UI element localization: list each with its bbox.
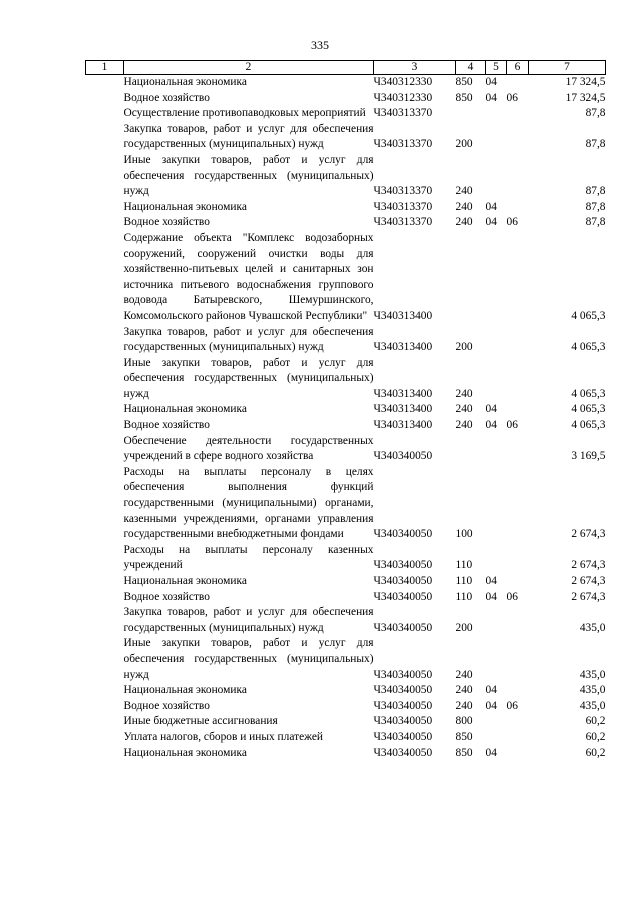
amount: 4 065,3 bbox=[571, 419, 606, 432]
amount: 87,8 bbox=[585, 200, 606, 213]
table-row bbox=[86, 418, 606, 434]
expense-name: Национальная экономика bbox=[123, 403, 247, 416]
table-row bbox=[86, 122, 606, 153]
amount: 435,0 bbox=[579, 668, 606, 681]
expense-type-code bbox=[456, 434, 486, 465]
target-code: Ч340313370 bbox=[373, 138, 433, 151]
section-code: 04 bbox=[485, 91, 497, 104]
subsection-code bbox=[507, 465, 529, 543]
target-code: Ч340340050 bbox=[373, 590, 433, 603]
blank-cell bbox=[86, 418, 124, 434]
section-code bbox=[486, 465, 507, 543]
table-row bbox=[86, 574, 606, 590]
subsection-code: 06 bbox=[506, 590, 518, 603]
blank-cell bbox=[86, 153, 124, 200]
column-header: 5 bbox=[486, 61, 507, 75]
target-code: Ч340340050 bbox=[373, 528, 433, 541]
amount: 3 169,5 bbox=[571, 450, 606, 463]
blank-cell bbox=[86, 200, 124, 216]
target-code: Ч340340050 bbox=[373, 668, 433, 681]
expense-name: Иные закупки товаров, работ и услуг для обеспечения государственных (муниципальных) нужд bbox=[123, 153, 374, 198]
subsection-code: 06 bbox=[506, 699, 518, 712]
table-row bbox=[86, 215, 606, 231]
subsection-code bbox=[507, 106, 529, 122]
blank-cell bbox=[86, 106, 124, 122]
section-code: 04 bbox=[485, 575, 497, 587]
expense-name: Иные бюджетные ассигнования bbox=[123, 715, 278, 728]
table-row bbox=[86, 746, 606, 762]
expense-type-code: 240 bbox=[455, 216, 473, 229]
target-code: Ч340340050 bbox=[373, 559, 433, 572]
section-code bbox=[486, 605, 507, 636]
expense-type-code: 850 bbox=[455, 76, 473, 88]
expense-type-code: 240 bbox=[455, 387, 473, 400]
expense-type-code: 850 bbox=[455, 746, 473, 759]
expense-type-code: 200 bbox=[455, 341, 473, 354]
expense-type-code: 200 bbox=[455, 138, 473, 151]
amount: 2 674,3 bbox=[571, 590, 606, 603]
section-code: 04 bbox=[485, 76, 497, 88]
expense-type-code: 110 bbox=[455, 575, 473, 587]
section-code bbox=[486, 730, 507, 746]
table-row bbox=[86, 434, 606, 465]
subsection-code bbox=[507, 434, 529, 465]
table-row bbox=[86, 75, 606, 91]
subsection-code bbox=[507, 714, 529, 730]
section-code: 04 bbox=[485, 419, 497, 432]
expense-type-code: 240 bbox=[455, 668, 473, 681]
target-code: Ч340340050 bbox=[373, 684, 433, 697]
expense-name: Водное хозяйство bbox=[123, 699, 210, 712]
blank-cell bbox=[86, 215, 124, 231]
page-number: 335 bbox=[311, 38, 329, 52]
table-row bbox=[86, 636, 606, 683]
section-code: 04 bbox=[485, 684, 497, 697]
subsection-code bbox=[507, 574, 529, 590]
column-header: 6 bbox=[507, 61, 529, 75]
expense-type-code: 850 bbox=[455, 91, 473, 104]
section-code bbox=[486, 434, 507, 465]
target-code: Ч340313400 bbox=[373, 309, 433, 322]
expense-type-code: 240 bbox=[455, 419, 473, 432]
table-body bbox=[86, 75, 606, 762]
amount: 87,8 bbox=[585, 216, 606, 229]
expense-name: Водное хозяйство bbox=[123, 590, 210, 603]
section-code bbox=[486, 714, 507, 730]
section-code: 04 bbox=[485, 403, 497, 416]
target-code: Ч340340050 bbox=[373, 450, 433, 463]
blank-cell bbox=[86, 231, 124, 325]
blank-cell bbox=[86, 699, 124, 715]
amount: 87,8 bbox=[585, 107, 606, 120]
amount: 87,8 bbox=[585, 138, 606, 151]
blank-cell bbox=[86, 356, 124, 403]
amount: 60,2 bbox=[585, 730, 606, 743]
target-code: Ч340340050 bbox=[373, 621, 433, 634]
section-code bbox=[486, 543, 507, 574]
blank-cell bbox=[86, 605, 124, 636]
table-row bbox=[86, 153, 606, 200]
subsection-code bbox=[507, 730, 529, 746]
blank-cell bbox=[86, 75, 124, 91]
blank-cell bbox=[86, 402, 124, 418]
target-code: Ч340340050 bbox=[373, 575, 433, 587]
amount: 60,2 bbox=[585, 746, 606, 759]
amount: 4 065,3 bbox=[571, 341, 606, 354]
target-code: Ч340313370 bbox=[373, 185, 433, 198]
section-code bbox=[486, 153, 507, 200]
expense-type-code: 240 bbox=[455, 185, 473, 198]
table-row bbox=[86, 590, 606, 606]
expense-type-code: 200 bbox=[455, 621, 473, 634]
expense-type-code: 240 bbox=[455, 684, 473, 697]
subsection-code: 06 bbox=[506, 91, 518, 104]
table-row bbox=[86, 714, 606, 730]
section-code bbox=[486, 122, 507, 153]
table-row bbox=[86, 605, 606, 636]
expense-name: Осуществление противопаводковых мероприятий bbox=[123, 107, 366, 120]
column-header: 1 bbox=[86, 61, 124, 75]
amount: 435,0 bbox=[579, 699, 606, 712]
table-row bbox=[86, 699, 606, 715]
target-code: Ч340313400 bbox=[373, 387, 433, 400]
expense-name: Обеспечение деятельности государственных учреждений в сфере водного хозяйства bbox=[123, 434, 374, 463]
expense-name: Национальная экономика bbox=[123, 684, 247, 697]
section-code: 04 bbox=[485, 216, 497, 229]
table-header-row bbox=[86, 61, 606, 75]
expense-type-code: 110 bbox=[455, 590, 473, 603]
target-code: Ч340312330 bbox=[373, 76, 433, 88]
subsection-code bbox=[507, 605, 529, 636]
subsection-code bbox=[507, 153, 529, 200]
amount: 435,0 bbox=[579, 621, 606, 634]
subsection-code bbox=[507, 402, 529, 418]
subsection-code bbox=[507, 746, 529, 762]
subsection-code bbox=[507, 636, 529, 683]
amount: 17 324,5 bbox=[565, 76, 606, 88]
target-code: Ч340340050 bbox=[373, 699, 433, 712]
section-code bbox=[486, 356, 507, 403]
expense-name: Закупка товаров, работ и услуг для обеспечения государственных (муниципальных) нужд bbox=[123, 122, 374, 151]
expense-name: Уплата налогов, сборов и иных платежей bbox=[123, 730, 323, 743]
blank-cell bbox=[86, 590, 124, 606]
subsection-code bbox=[507, 122, 529, 153]
subsection-code bbox=[507, 231, 529, 325]
blank-cell bbox=[86, 714, 124, 730]
target-code: Ч340340050 bbox=[373, 746, 433, 759]
subsection-code bbox=[507, 356, 529, 403]
expense-type-code: 800 bbox=[455, 715, 473, 728]
amount: 4 065,3 bbox=[571, 309, 606, 322]
target-code: Ч340313370 bbox=[373, 216, 433, 229]
blank-cell bbox=[86, 683, 124, 699]
table-row bbox=[86, 543, 606, 574]
column-header: 2 bbox=[124, 61, 374, 75]
table-row bbox=[86, 402, 606, 418]
table-row bbox=[86, 356, 606, 403]
section-code: 04 bbox=[485, 746, 497, 759]
subsection-code bbox=[507, 200, 529, 216]
target-code: Ч340313400 bbox=[373, 419, 433, 432]
column-header: 4 bbox=[456, 61, 486, 75]
expense-name: Иные закупки товаров, работ и услуг для обеспечения государственных (муниципальных) нужд bbox=[123, 637, 374, 681]
target-code: Ч340313400 bbox=[373, 403, 433, 416]
amount: 87,8 bbox=[585, 185, 606, 198]
amount: 2 674,3 bbox=[571, 559, 606, 572]
expense-name: Водное хозяйство bbox=[123, 91, 210, 104]
table-row bbox=[86, 730, 606, 746]
blank-cell bbox=[86, 434, 124, 465]
target-code: Ч340340050 bbox=[373, 715, 433, 728]
blank-cell bbox=[86, 325, 124, 356]
column-header: 3 bbox=[374, 61, 456, 75]
blank-cell bbox=[86, 636, 124, 683]
table-row bbox=[86, 231, 606, 325]
amount: 17 324,5 bbox=[565, 91, 606, 104]
expense-name: Иные закупки товаров, работ и услуг для обеспечения государственных (муниципальных) нужд bbox=[123, 356, 374, 400]
table-row bbox=[86, 325, 606, 356]
expense-type-code: 100 bbox=[455, 528, 473, 541]
target-code: Ч340313370 bbox=[373, 200, 433, 213]
expense-name: Водное хозяйство bbox=[123, 216, 210, 229]
expense-name: Закупка товаров, работ и услуг для обеспечения государственных (муниципальных) нужд bbox=[123, 606, 374, 634]
subsection-code bbox=[507, 543, 529, 574]
expense-type-code bbox=[456, 106, 486, 122]
amount: 2 674,3 bbox=[571, 575, 606, 587]
section-code: 04 bbox=[485, 590, 497, 603]
subsection-code bbox=[507, 683, 529, 699]
target-code: Ч340312330 bbox=[373, 91, 433, 104]
subsection-code bbox=[507, 325, 529, 356]
expense-name: Национальная экономика bbox=[123, 76, 247, 88]
target-code: Ч340313370 bbox=[373, 107, 433, 120]
blank-cell bbox=[86, 574, 124, 590]
table-row bbox=[86, 683, 606, 699]
blank-cell bbox=[86, 122, 124, 153]
subsection-code: 06 bbox=[506, 216, 518, 229]
subsection-code: 06 bbox=[506, 419, 518, 432]
blank-cell bbox=[86, 543, 124, 574]
expense-type-code: 110 bbox=[455, 559, 473, 572]
budget-table bbox=[85, 60, 606, 761]
target-code: Ч340340050 bbox=[373, 730, 433, 743]
expense-name: Закупка товаров, работ и услуг для обеспечения государственных (муниципальных) нужд bbox=[123, 325, 374, 354]
expense-name: Национальная экономика bbox=[123, 200, 247, 213]
blank-cell bbox=[86, 746, 124, 762]
table-row bbox=[86, 465, 606, 543]
section-code bbox=[486, 636, 507, 683]
expense-type-code: 240 bbox=[455, 200, 473, 213]
section-code bbox=[486, 325, 507, 356]
table-row bbox=[86, 91, 606, 107]
blank-cell bbox=[86, 730, 124, 746]
amount: 435,0 bbox=[579, 684, 606, 697]
blank-cell bbox=[86, 91, 124, 107]
expense-name: Национальная экономика bbox=[123, 575, 247, 587]
expense-name: Расходы на выплаты персоналу в целях обеспечения выполнения функций государственными (муниципальными) органами, казенными учреждениями, органами управления государственными внебюджетными фондами bbox=[123, 465, 374, 541]
blank-cell bbox=[86, 465, 124, 543]
expense-type-code: 850 bbox=[455, 730, 473, 743]
section-code: 04 bbox=[485, 200, 497, 213]
target-code: Ч340313400 bbox=[373, 341, 433, 354]
expense-name: Водное хозяйство bbox=[123, 419, 210, 432]
expense-name: Содержание объекта "Комплекс водозаборных сооружений, сооружений очистки воды для хозяйственно-питьевых целей и санитарных зон источника питьевого водоснабжения группового водовода Батыревского, Шемуршинского, Комсомольского районов Чувашской Республики" bbox=[123, 231, 374, 322]
section-code: 04 bbox=[485, 699, 497, 712]
expense-name: Расходы на выплаты персоналу казенных учреждений bbox=[123, 543, 374, 572]
expense-name: Национальная экономика bbox=[123, 746, 247, 759]
section-code bbox=[486, 231, 507, 325]
table-row bbox=[86, 106, 606, 122]
expense-type-code bbox=[456, 231, 486, 325]
amount: 4 065,3 bbox=[571, 403, 606, 416]
section-code bbox=[486, 106, 507, 122]
amount: 4 065,3 bbox=[571, 387, 606, 400]
amount: 2 674,3 bbox=[571, 528, 606, 541]
expense-type-code: 240 bbox=[455, 699, 473, 712]
amount: 60,2 bbox=[585, 715, 606, 728]
expense-type-code: 240 bbox=[455, 403, 473, 416]
subsection-code bbox=[507, 75, 529, 91]
table-row bbox=[86, 200, 606, 216]
column-header: 7 bbox=[529, 61, 606, 75]
